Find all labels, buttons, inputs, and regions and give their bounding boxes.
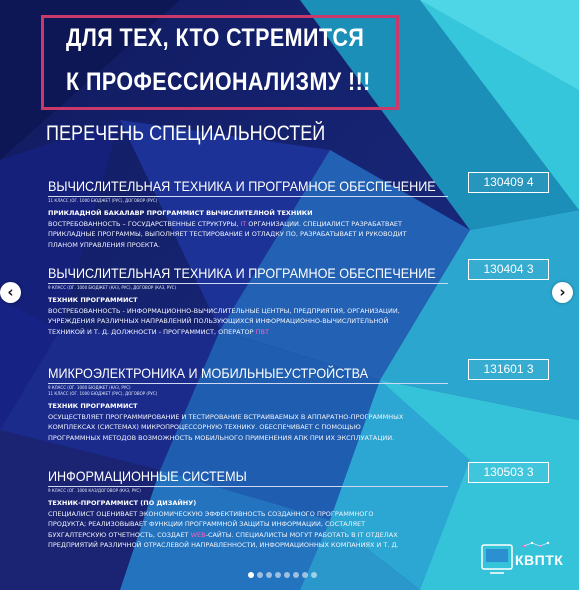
carousel-dot[interactable] [248, 572, 254, 578]
headline-line-1: ДЛЯ ТЕХ, КТО СТРЕМИТСЯ [66, 24, 365, 52]
carousel-dot[interactable] [284, 572, 290, 578]
description-accent: IT [240, 219, 247, 228]
specialty-divider [48, 196, 448, 197]
description-text-continued: ОРГАНИЗАЦИИ. СПЕЦИАЛИСТ РАЗРАБАТВАЕТ ПРИКЛАДНЫЕ ПРОГРАММЫ, ВЫПОЛНЯЕТ ТЕСТИРОВАНИЕ И ОТЛАДКУ ПО, РАЗРАБАТЫВАЕТ И РУКОВОДИТ ПЛАНОМ УПРАВЛЕНИЯ ПРОЕКТА. [48, 219, 407, 249]
specialty-description [48, 208, 408, 250]
specialty-description [48, 401, 408, 443]
specialty-meta: 11 КЛАСС (ОГ. 1000 БЮДЖЕТ (РУС), ДОГОВОР (РУС) [48, 198, 158, 203]
specialty-qualification: ТЕХНИК ПРОГРАММИСТ [48, 296, 138, 304]
carousel-dot[interactable] [257, 572, 263, 578]
description-text: ВОСТРЕБОВАННОСТЬ - ИНФОРМАЦИОННО-ВЫЧИСЛИТЕЛЬНЫЕ ЦЕНТРЫ, ПРЕДПРИЯТИЯ, ОРГАНИЗАЦИИ, УЧРЕЖДЕНИЯ РАЗЛИЧНЫХ НАПРАВЛЕНИЙ ПОЛЬЗУЮЩИХСЯ ИНФОРМАЦИОННО-ВЫЧИСЛИТЕЛЬНОЙ ТЕХНИКОЙ И Т. Д. ДОЛЖНОСТИ - ПРОГРАММИСТ, ОПЕРАТОР [48, 306, 400, 336]
description-text: ВОСТРЕБОВАННОСТЬ – ГОСУДАРСТВЕННЫЕ СТРУКТУРЫ, [48, 219, 241, 228]
description-text: СПЕЦИАЛИСТ ОЦЕНИВАЕТ ЭКОНОМИЧЕСКУЮ ЭФФЕКТИВНОСТЬ СОЗДАННОГО ПРОГРАММНОГО ПРОДУКТА; РЕАЛИЗОВЫВАЕТ ФУНКЦИИ ПРОГРАММНОЙ ЗАЩИТЫ ИНФОРМАЦИИ, СОСТАЛЯЕТ БУХГАЛТЕРСКУЮ ОТЧЕТНОСТЬ, СОЗДАЕТ [48, 509, 374, 539]
specialty-meta: 9 КЛАСС (ОГ. 1000 БЮДЖЕТ (КАЗ, РУС), ДОГОВОР (КАЗ, РУС) [48, 285, 177, 290]
specialty-title: ИНФОРМАЦИОННЫЕ СИСТЕМЫ [48, 468, 247, 484]
specialties-heading: ПЕРЕЧЕНЬ СПЕЦИАЛЬНОСТЕЙ [46, 122, 326, 145]
description-text: ОСУЩЕСТВЛЯЕТ ПРОГРАММИРОВАНИЕ И ТЕСТИРОВАНИЕ ВСТРАИВАЕМЫХ В АППАРАТНО-ПРОГРАММНЫХ КОМПЛЕКСАХ (СИСТЕМАХ) МИКРОПРОЦЕССОРНУЮ ТЕХНИКУ. ОБЕСПЕЧИВАЕТ С ПОМОЩЬЮ ПРОГРАММНЫХ МЕТОДОВ ВОЗМОЖНОСТЬ МОБИЛЬНОГО ПРИМЕНЕНИЯ АПК ПРИ ИХ ЭКСПЛУАТАЦИИ. [48, 412, 404, 442]
specialty-meta: 9 КЛАСС (ОГ. 1000 БЮДЖЕТ (КАЗ, РУС) [48, 385, 131, 390]
description-accent: ПВТ [255, 327, 269, 336]
specialty-code: 130503 3 [468, 462, 549, 483]
specialty-description [48, 498, 408, 551]
specialty-qualification: ПРИКЛАДНОЙ БАКАЛАВР ПРОГРАММИСТ ВЫЧИСЛИТЕЛНОЙ ТЕХНИКИ [48, 209, 313, 217]
carousel-pagination [248, 572, 317, 578]
carousel-dot[interactable] [311, 572, 317, 578]
college-logo-text: КВПТК [515, 552, 564, 568]
carousel-dot[interactable] [275, 572, 281, 578]
carousel-dot[interactable] [302, 572, 308, 578]
specialty-meta: 11 КЛАСС (ОГ. 1000 БЮДЖЕТ (РУС), ДОГОВОР (РУС) [48, 391, 158, 396]
specialty-title: ВЫЧИСЛИТЕЛЬНАЯ ТЕХНИКА И ПРОГРАМНОЕ ОБЕСПЕЧЕНИЕ [48, 265, 436, 281]
specialty-qualification: ТЕХНИК-ПРОГРАММИСТ (ПО ДИЗАЙНУ) [48, 499, 197, 507]
specialty-description [48, 295, 408, 337]
carousel-dot[interactable] [293, 572, 299, 578]
specialty-title: МИКРОЭЛЕКТРОНИКА И МОБИЛЬНЫЕУСТРОЙСТВА [48, 365, 369, 381]
specialty-divider [48, 383, 448, 384]
specialty-divider [48, 486, 448, 487]
headline-line-2: К ПРОФЕССИОНАЛИЗМУ !!! [66, 68, 371, 96]
specialty-qualification: ТЕХНИК ПРОГРАММИСТ [48, 402, 138, 410]
specialty-divider [48, 283, 448, 284]
specialty-code: 130404 3 [468, 259, 549, 280]
carousel-next-button[interactable]: › [552, 282, 573, 303]
carousel-prev-button[interactable]: ‹ [0, 282, 21, 303]
carousel-dot[interactable] [266, 572, 272, 578]
specialty-title: ВЫЧИСЛИТЕЛЬНАЯ ТЕХНИКА И ПРОГРАМНОЕ ОБЕСПЕЧЕНИЕ [48, 178, 436, 194]
description-text-continued: -САЙТЫ. СПЕЦИАЛИСТЫ МОГУТ РАБОТАТЬ В IT ОТДЕЛАХ ПРЕДПРИЯТИЙ РАЗЛИЧНОЙ ОТРАСЛЕВОЙ НАПРАВЛЕННОСТИ, ИНФОРМАЦИОННЫХ КОМПАНИЯХ И Т. Д. [48, 530, 399, 549]
specialty-code: 130409 4 [468, 172, 549, 193]
specialty-meta: 9 КЛАСС (ОГ. 1000 КАЗ/ДОГОВОР (КАЗ, РУС) [48, 488, 141, 493]
description-accent: WEB [190, 530, 206, 539]
specialty-code: 131601 3 [468, 359, 549, 380]
